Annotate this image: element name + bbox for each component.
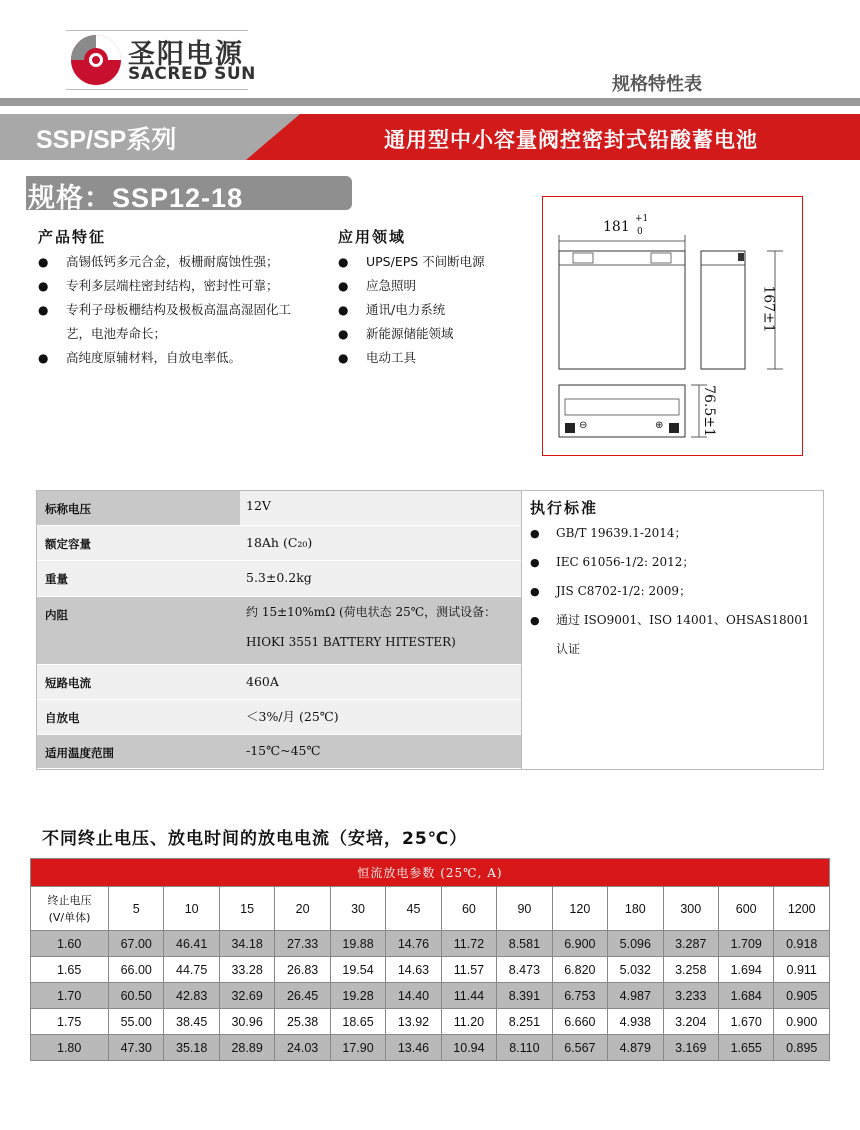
discharge-current-cell: 18.65 xyxy=(330,1009,385,1035)
feature-item: ● 高纯度原辅材料，自放电率低。 xyxy=(38,346,308,370)
length-dimension xyxy=(603,219,630,235)
positive-terminal-icon: ⊕ xyxy=(655,420,664,431)
discharge-current-cell: 6.820 xyxy=(552,957,607,983)
sacred-sun-logo-icon xyxy=(68,33,124,87)
discharge-current-cell: 11.72 xyxy=(441,931,496,957)
standards-panel xyxy=(521,491,823,769)
spec-table xyxy=(36,490,824,770)
dimension-drawing xyxy=(542,196,803,456)
standard-item: ● JIS C8702-1/2: 2009； xyxy=(522,577,822,606)
discharge-time-header: 120 xyxy=(552,887,607,931)
discharge-current-cell: 14.63 xyxy=(386,957,441,983)
discharge-current-cell: 3.204 xyxy=(663,1009,718,1035)
discharge-current-cell: 4.879 xyxy=(608,1035,663,1061)
discharge-current-cell: 19.28 xyxy=(330,983,385,1009)
discharge-current-cell: 3.287 xyxy=(663,931,718,957)
end-voltage-cell: 1.60 xyxy=(31,931,109,957)
discharge-current-cell: 3.233 xyxy=(663,983,718,1009)
discharge-time-header: 60 xyxy=(441,887,496,931)
corner-label-1: 终止电压 xyxy=(47,893,92,907)
discharge-current-cell: 3.169 xyxy=(663,1035,718,1061)
discharge-current-cell: 46.41 xyxy=(164,931,219,957)
model-label: 规格：SSP12-18 xyxy=(28,183,244,213)
discharge-current-cell: 30.96 xyxy=(219,1009,274,1035)
discharge-current-cell: 0.895 xyxy=(774,1035,830,1061)
discharge-current-cell: 6.753 xyxy=(552,983,607,1009)
application-item: ● 通讯/电力系统 xyxy=(338,298,538,322)
discharge-time-header: 300 xyxy=(663,887,718,931)
discharge-time-header: 45 xyxy=(386,887,441,931)
spec-row xyxy=(37,700,521,735)
spec-row xyxy=(37,526,521,561)
end-voltage-cell: 1.80 xyxy=(31,1035,109,1061)
header-divider xyxy=(0,98,860,106)
discharge-current-cell: 47.30 xyxy=(109,1035,164,1061)
discharge-time-header: 180 xyxy=(608,887,663,931)
discharge-current-cell: 14.40 xyxy=(386,983,441,1009)
standard-item: ● GB/T 19639.1-2014； xyxy=(522,519,822,548)
series-banner xyxy=(0,114,860,160)
doc-title: 规格特性表 xyxy=(612,74,702,95)
discharge-current-cell: 1.670 xyxy=(718,1009,773,1035)
spec-row xyxy=(37,491,521,526)
discharge-current-cell: 55.00 xyxy=(109,1009,164,1035)
spec-key: 内阻 xyxy=(45,608,68,622)
discharge-current-cell: 34.18 xyxy=(219,931,274,957)
discharge-current-cell: 33.28 xyxy=(219,957,274,983)
corner-label-2: (V/单体) xyxy=(48,910,91,924)
length-tol-bottom: 0 xyxy=(637,227,643,237)
discharge-row xyxy=(31,1035,830,1061)
discharge-current-cell: 8.391 xyxy=(497,983,552,1009)
discharge-current-cell: 6.900 xyxy=(552,931,607,957)
applications-heading: 应用领域 xyxy=(338,228,407,246)
discharge-current-cell: 28.89 xyxy=(219,1035,274,1061)
discharge-current-cell: 3.258 xyxy=(663,957,718,983)
discharge-time-header: 1200 xyxy=(774,887,830,931)
spec-key: 重量 xyxy=(45,572,68,586)
discharge-current-cell: 25.38 xyxy=(275,1009,330,1035)
discharge-current-cell: 4.987 xyxy=(608,983,663,1009)
discharge-current-cell: 19.54 xyxy=(330,957,385,983)
end-voltage-cell: 1.70 xyxy=(31,983,109,1009)
discharge-current-cell: 8.581 xyxy=(497,931,552,957)
applications-list xyxy=(338,250,538,370)
spec-key: 自放电 xyxy=(45,711,80,725)
application-item: ● 新能源储能领域 xyxy=(338,322,538,346)
spec-row xyxy=(37,665,521,700)
discharge-current-cell: 17.90 xyxy=(330,1035,385,1061)
application-item: ● 应急照明 xyxy=(338,274,538,298)
discharge-current-cell: 1.684 xyxy=(718,983,773,1009)
discharge-title: 不同终止电压、放电时间的放电电流（安培，25℃） xyxy=(42,829,468,849)
end-voltage-cell: 1.65 xyxy=(31,957,109,983)
voltage-column-header xyxy=(31,887,109,931)
discharge-current-cell: 11.20 xyxy=(441,1009,496,1035)
discharge-current-cell: 5.096 xyxy=(608,931,663,957)
spec-key: 额定容量 xyxy=(45,537,91,551)
discharge-current-cell: 8.251 xyxy=(497,1009,552,1035)
standard-item: ● IEC 61056-1/2: 2012； xyxy=(522,548,822,577)
discharge-current-cell: 19.88 xyxy=(330,931,385,957)
spec-key: 适用温度范围 xyxy=(45,746,114,760)
series-description: 通用型中小容量阀控密封式铅酸蓄电池 xyxy=(384,128,758,152)
discharge-current-cell: 0.911 xyxy=(774,957,830,983)
discharge-current-cell: 6.567 xyxy=(552,1035,607,1061)
discharge-time-row xyxy=(31,887,830,931)
discharge-current-cell: 11.57 xyxy=(441,957,496,983)
spec-row xyxy=(37,597,521,665)
discharge-current-cell: 32.69 xyxy=(219,983,274,1009)
logo-en-text: SACRED SUN xyxy=(128,64,256,84)
discharge-current-cell: 1.655 xyxy=(718,1035,773,1061)
discharge-current-cell: 26.45 xyxy=(275,983,330,1009)
spec-value: 18Ah (C₂₀) xyxy=(246,535,313,550)
discharge-table-header: 恒流放电参数 (25℃, A) xyxy=(31,859,830,887)
standard-item: ● 通过 ISO9001、ISO 14001、OHSAS18001 认证 xyxy=(522,606,822,664)
feature-item: ● 专利子母板栅结构及极板高温高湿固化工艺，电池寿命长； xyxy=(38,298,308,346)
discharge-current-cell: 35.18 xyxy=(164,1035,219,1061)
discharge-row xyxy=(31,957,830,983)
discharge-current-cell: 5.032 xyxy=(608,957,663,983)
spec-value: 460A xyxy=(246,674,279,689)
end-voltage-cell: 1.75 xyxy=(31,1009,109,1035)
spec-value: 约 15±10%mΩ (荷电状态 25℃，测试设备：HIOKI 3551 BATTERY HITESTER) xyxy=(246,605,497,649)
discharge-current-cell: 0.905 xyxy=(774,983,830,1009)
spec-value: ＜3%/月 (25℃) xyxy=(246,709,339,724)
discharge-time-header: 15 xyxy=(219,887,274,931)
discharge-current-cell: 8.473 xyxy=(497,957,552,983)
features-heading: 产品特征 xyxy=(38,228,107,246)
discharge-current-cell: 1.709 xyxy=(718,931,773,957)
discharge-row xyxy=(31,1009,830,1035)
discharge-current-cell: 0.918 xyxy=(774,931,830,957)
height-dimension: 167±1 xyxy=(760,285,777,333)
negative-terminal-icon: ⊖ xyxy=(579,420,588,431)
discharge-current-cell: 11.44 xyxy=(441,983,496,1009)
spec-row xyxy=(37,561,521,597)
application-item: ● 电动工具 xyxy=(338,346,538,370)
discharge-current-cell: 26.83 xyxy=(275,957,330,983)
spec-value: -15℃~45℃ xyxy=(246,743,321,758)
discharge-current-cell: 66.00 xyxy=(109,957,164,983)
discharge-row xyxy=(31,931,830,957)
discharge-current-cell: 14.76 xyxy=(386,931,441,957)
discharge-current-cell: 0.900 xyxy=(774,1009,830,1035)
standards-list xyxy=(522,519,822,664)
discharge-time-header: 90 xyxy=(497,887,552,931)
discharge-current-cell: 4.938 xyxy=(608,1009,663,1035)
discharge-current-cell: 24.03 xyxy=(275,1035,330,1061)
length-value: 181 xyxy=(603,219,630,235)
width-dimension: 76.5±1 xyxy=(700,385,717,437)
discharge-current-cell: 13.92 xyxy=(386,1009,441,1035)
discharge-current-cell: 13.46 xyxy=(386,1035,441,1061)
discharge-current-cell: 44.75 xyxy=(164,957,219,983)
spec-key: 标称电压 xyxy=(45,502,91,516)
discharge-time-header: 10 xyxy=(164,887,219,931)
spec-row xyxy=(37,735,521,769)
discharge-current-cell: 1.694 xyxy=(718,957,773,983)
discharge-time-header: 600 xyxy=(718,887,773,931)
feature-item: ● 高锡低钙多元合金，板栅耐腐蚀性强； xyxy=(38,250,308,274)
spec-value: 12V xyxy=(240,491,521,525)
discharge-time-header: 20 xyxy=(275,887,330,931)
discharge-time-header: 5 xyxy=(109,887,164,931)
spec-key: 短路电流 xyxy=(45,676,91,690)
features-list xyxy=(38,250,308,370)
discharge-table xyxy=(30,858,830,1061)
discharge-current-cell: 67.00 xyxy=(109,931,164,957)
discharge-current-cell: 6.660 xyxy=(552,1009,607,1035)
standards-heading: 执行标准 xyxy=(530,499,599,517)
discharge-current-cell: 60.50 xyxy=(109,983,164,1009)
discharge-row xyxy=(31,983,830,1009)
discharge-current-cell: 27.33 xyxy=(275,931,330,957)
application-item: ● UPS/EPS 不间断电源 xyxy=(338,250,538,274)
discharge-current-cell: 10.94 xyxy=(441,1035,496,1061)
discharge-table-header-row xyxy=(31,859,830,887)
feature-item: ● 专利多层端柱密封结构，密封性可靠； xyxy=(38,274,308,298)
discharge-current-cell: 8.110 xyxy=(497,1035,552,1061)
logo-cn-text: 圣阳电源 xyxy=(128,39,244,70)
discharge-current-cell: 42.83 xyxy=(164,983,219,1009)
discharge-time-header: 30 xyxy=(330,887,385,931)
spec-value: 5.3±0.2kg xyxy=(246,570,312,585)
discharge-current-cell: 38.45 xyxy=(164,1009,219,1035)
length-tol-top: +1 xyxy=(635,214,649,224)
series-label: SSP/SP系列 xyxy=(36,126,177,154)
